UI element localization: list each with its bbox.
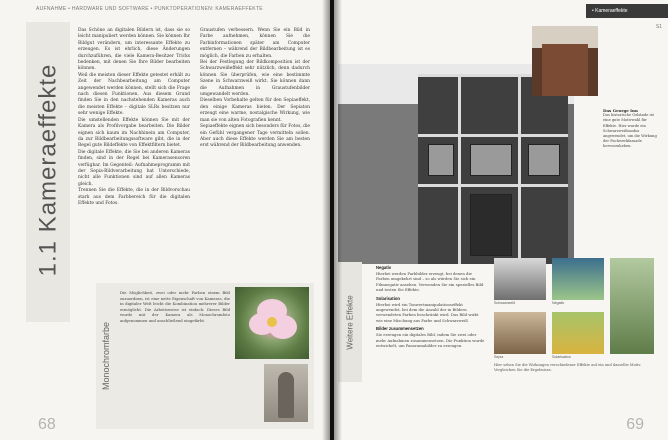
window — [428, 144, 454, 176]
beam — [418, 184, 568, 187]
side-building — [338, 104, 428, 264]
flower-photo — [235, 287, 309, 359]
side-tab: S1 — [655, 24, 662, 30]
window — [470, 144, 512, 176]
photo-caption-text: Das historische Gebäude ist eine gute Motivwahl für Effekte. Hier wurde ein Schwarzweißmodus angewendet, um die Wirkung der Fachwerkfassade hervorzuheben. — [603, 113, 657, 149]
inset-wall — [542, 44, 588, 96]
paragraph: Die umstellenden Effekte können Sie mit der Kamera als Profilvorgabe bearbeiten. Die Bilder eignen sich kaum im Nachhinein am Computer, da zur Bildbearbeitungssoftware gibt, die in der Regel gute Bildeffekte von Effektfiltern bietet. — [78, 117, 190, 149]
beam — [418, 134, 568, 137]
section-title: Negativ — [376, 265, 392, 270]
thumb-bw — [494, 258, 546, 300]
beam — [518, 74, 521, 264]
left-running-header: AUFNAHME • HARDWARE UND SOFTWARE • PUNKTOPERATIONEN: KAMERAEFFEKTE — [36, 6, 263, 12]
chapter-title-text: 1.1 Kameraeffekte — [34, 63, 61, 277]
book-gutter — [322, 0, 342, 440]
section-title: Bilder zusammensetzen — [376, 326, 424, 332]
section-title: Solarisation — [376, 295, 400, 301]
statue-figure — [278, 372, 294, 418]
paragraph: Trennen Sie die Effekte, die in der Bildvorschau stark aus dem Farbbereich für die digitalen Effekte und Fotos. — [78, 188, 190, 206]
info-box-label-text: Monochromfarbe — [101, 321, 112, 391]
thumb-garden — [610, 258, 654, 354]
statue-photo — [264, 364, 308, 422]
thumb-label: Negativ — [552, 301, 565, 305]
thumb-solarisation — [552, 312, 604, 354]
info-box-label — [96, 286, 116, 426]
paragraph: Bei der Festlegung der Bildkomposition ist der Schwarzweißeffekt sehr nützlich, denn dadurch können Sie überprüfen, wie eine bestimmte Szene in Schwarzweiß wirkt. Sie können dann die Aufnahmen in Graustufenbilder umgewandelt werden. — [200, 60, 310, 98]
info-box-text: Die Möglichkeit, zwei oder mehr Farben einem Bild zuzuordnen, ist eine nette Eigenschaft von Kameras, die in digitaler Welt leicht die Kombination mehrerer Bilder ermöglicht. Die Arbeitsweise ist einfach: Dieses Bild wurde mit der Kamera als Monochromfoto aufgenommen und anschließend eingefärbt. — [120, 290, 230, 323]
body-column-b — [200, 28, 310, 150]
paragraph: Weil die meisten dieser Effekte getestet erhält zu Zeit der Nachbearbeitung am Computer angewendet werden können, stellt sich die Frage nach diesen Funktionen. Aus diesem Grund finden Sie in den nachstehenden Kameras auch die meisten Effekte – digitale SLRs besitzen nur sehr wenige Effekte. — [78, 72, 190, 117]
chapter-title — [26, 20, 70, 320]
section-text: Hierbei wird ein Tonwertmanipulationseffekt angewendet, bei dem die Anzahl der in Bildern verwendeten Farben beschränkt wird. Das Bild wirkt wie eine Mischung aus Farbe und Schwarzweiß. — [376, 301, 479, 323]
side-label-text: Weitere Effekte — [345, 294, 355, 350]
beam — [458, 74, 461, 264]
right-running-header: • Kameraeffekte — [586, 4, 668, 18]
section-text: Sie erzeugen ein digitales Bild, indem Sie zwei oder mehr Aufnahmen zusammensetzen. Die Funktion wurde entwickelt, um Panoramabilder zu erzeugen. — [376, 332, 485, 349]
paragraph: Die digitale Effekte, die Sie bei anderen Kameras finden, sind in der Regel bei Kamerasensoren verfügbar. Im Gegenteil: Aufnahmeprogramm mit der Sepia-Bildverarbeitung hat Unterschiede, nicht alle Funktionen sind auf allen Kameras gleich. — [78, 149, 190, 187]
thumb-negative — [552, 258, 604, 300]
page-number-left: 68 — [38, 416, 56, 433]
paragraph: Sepiaeffekte eignen sich besonders für Fotos, die ein Gefühl vergangener Tage vermitteln sollen. Aber auch diese Effekte werden Sie am besten erst während der Bildbearbeitung anwenden. — [200, 124, 310, 149]
paragraph: Das Schöne an digitalen Bildern ist, dass sie so leicht manipuliert werden können. Sie können Ihr Bildgut verändern, um interessante Effekte zu erzeugen. Es ist ehrlich, diese Änderungen durchzuführen, die viele Kamera-Besitzer Tricks bedenken, mit denen Sie Ihre Bilder bearbeiten können. — [78, 28, 190, 72]
bottom-caption: Hier sehen Sie die Wirkungen verschiedener Effekte auf ein und dasselbe Motiv. Vergleichen Sie die Ergebnisse. — [494, 363, 642, 373]
right-page — [334, 0, 668, 440]
photo-caption-title: Das George Inn — [603, 108, 638, 113]
doorway — [470, 194, 512, 256]
page-number-right: 69 — [626, 416, 644, 433]
left-page — [0, 0, 330, 440]
paragraph: Graustufen verbessern. Wenn Sie ein Bild in Farbe aufnehmen, können Sie die Farbinformationen später am Computer entfernen – während der Bildbearbeitung ist es möglich, die Farben zu erhalten. — [200, 28, 310, 59]
thumb-label: Sepia — [494, 355, 504, 359]
section-text: Hierbei werden Farbbilder erzeugt, bei denen die Farben umgekehrt sind – so als würden Sie sich ein Filmnegativ ansehen. Verwenden Sie ein spezielles Bild und testen Sie Effekte. — [376, 271, 484, 293]
paragraph: Dieselben Vorbehalte gelten für den Sepiaeffekt, den einige Kameras bieten. Der Sepiaton erzeugt eine warme, nostalgische Wirkung, wie man sie von alten Fotografien kennt. — [200, 98, 310, 123]
body-column-a — [78, 28, 190, 207]
flower-center — [267, 317, 277, 327]
thumb-label: Solarisation — [552, 355, 571, 359]
inset-photo — [532, 26, 598, 96]
timber-house — [418, 74, 568, 264]
thumb-label: Schwarzweiß — [494, 301, 516, 305]
effects-text — [376, 262, 486, 348]
window — [528, 144, 560, 176]
photo-caption — [603, 108, 657, 150]
thumb-sepia — [494, 312, 546, 354]
